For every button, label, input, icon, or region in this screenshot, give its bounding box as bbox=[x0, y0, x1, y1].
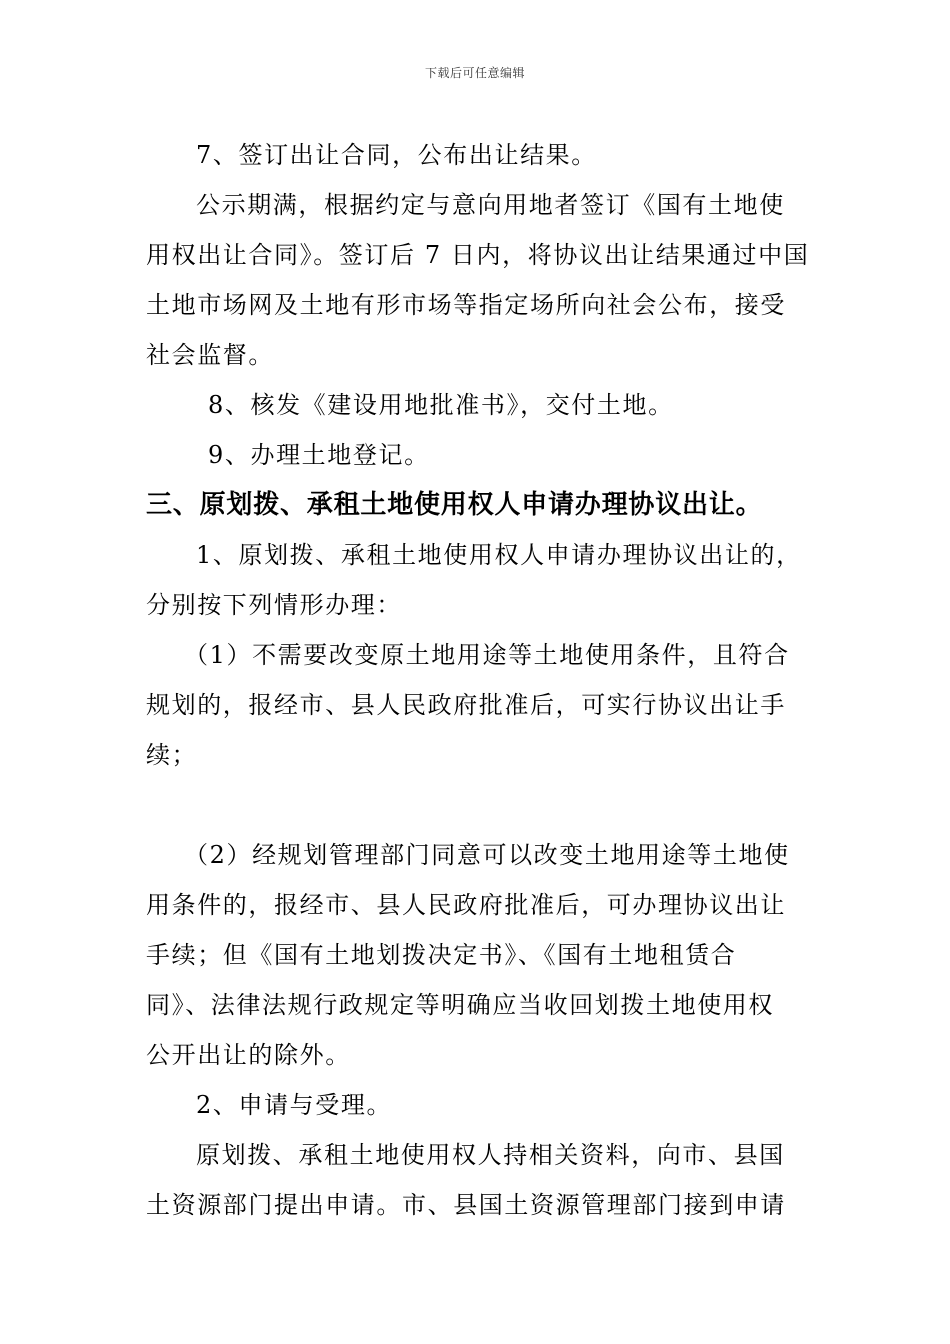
paragraph-line: （1）不需要改变原土地用途等土地使用条件，且符合 bbox=[184, 641, 790, 669]
paragraph-line: 分别按下列情形办理： bbox=[146, 591, 402, 619]
paragraph-line: 土地市场网及土地有形市场等指定场所向社会公布，接受 bbox=[146, 291, 786, 319]
page-header: 下载后可任意编辑 bbox=[424, 66, 525, 80]
paragraph-line: 用权出让合同》。签订后 7 日内，将协议出让结果通过中国 bbox=[146, 241, 810, 269]
paragraph-line: 续； bbox=[146, 741, 198, 769]
section-heading: 三、原划拨、承租土地使用权人申请办理协议出让。 bbox=[146, 490, 763, 520]
paragraph-line: 社会监督。 bbox=[146, 341, 274, 369]
paragraph-line: 手续；但《国有土地划拨决定书》、《国有土地租赁合 bbox=[146, 941, 737, 969]
paragraph-line: 8、核发《建设用地批准书》，交付土地。 bbox=[208, 391, 674, 419]
paragraph-line: 用条件的，报经市、县人民政府批准后，可办理协议出让 bbox=[146, 891, 786, 919]
paragraph-line: 1、原划拨、承租土地使用权人申请办理协议出让的， bbox=[196, 541, 802, 569]
paragraph-line: 土资源部门提出申请。市、县国土资源管理部门接到申请 bbox=[146, 1191, 786, 1219]
paragraph-line: 公示期满，根据约定与意向用地者签订《国有土地使 bbox=[196, 191, 785, 219]
document-body bbox=[146, 130, 810, 1230]
paragraph-line: （2）经规划管理部门同意可以改变土地用途等土地使 bbox=[184, 841, 790, 869]
paragraph-line: 同》、法律法规行政规定等明确应当收回划拨土地使用权 bbox=[146, 991, 774, 1019]
paragraph-line: 公开出让的除外。 bbox=[146, 1041, 351, 1069]
paragraph-line: 2、申请与受理。 bbox=[196, 1091, 393, 1119]
paragraph-line: 9、办理土地登记。 bbox=[208, 441, 430, 469]
paragraph-line: 规划的，报经市、县人民政府批准后，可实行协议出让手 bbox=[146, 691, 786, 719]
blank-line bbox=[146, 780, 806, 830]
paragraph-line: 原划拨、承租土地使用权人持相关资料，向市、县国 bbox=[196, 1141, 785, 1169]
paragraph-line: 7、签订出让合同，公布出让结果。 bbox=[196, 141, 597, 169]
